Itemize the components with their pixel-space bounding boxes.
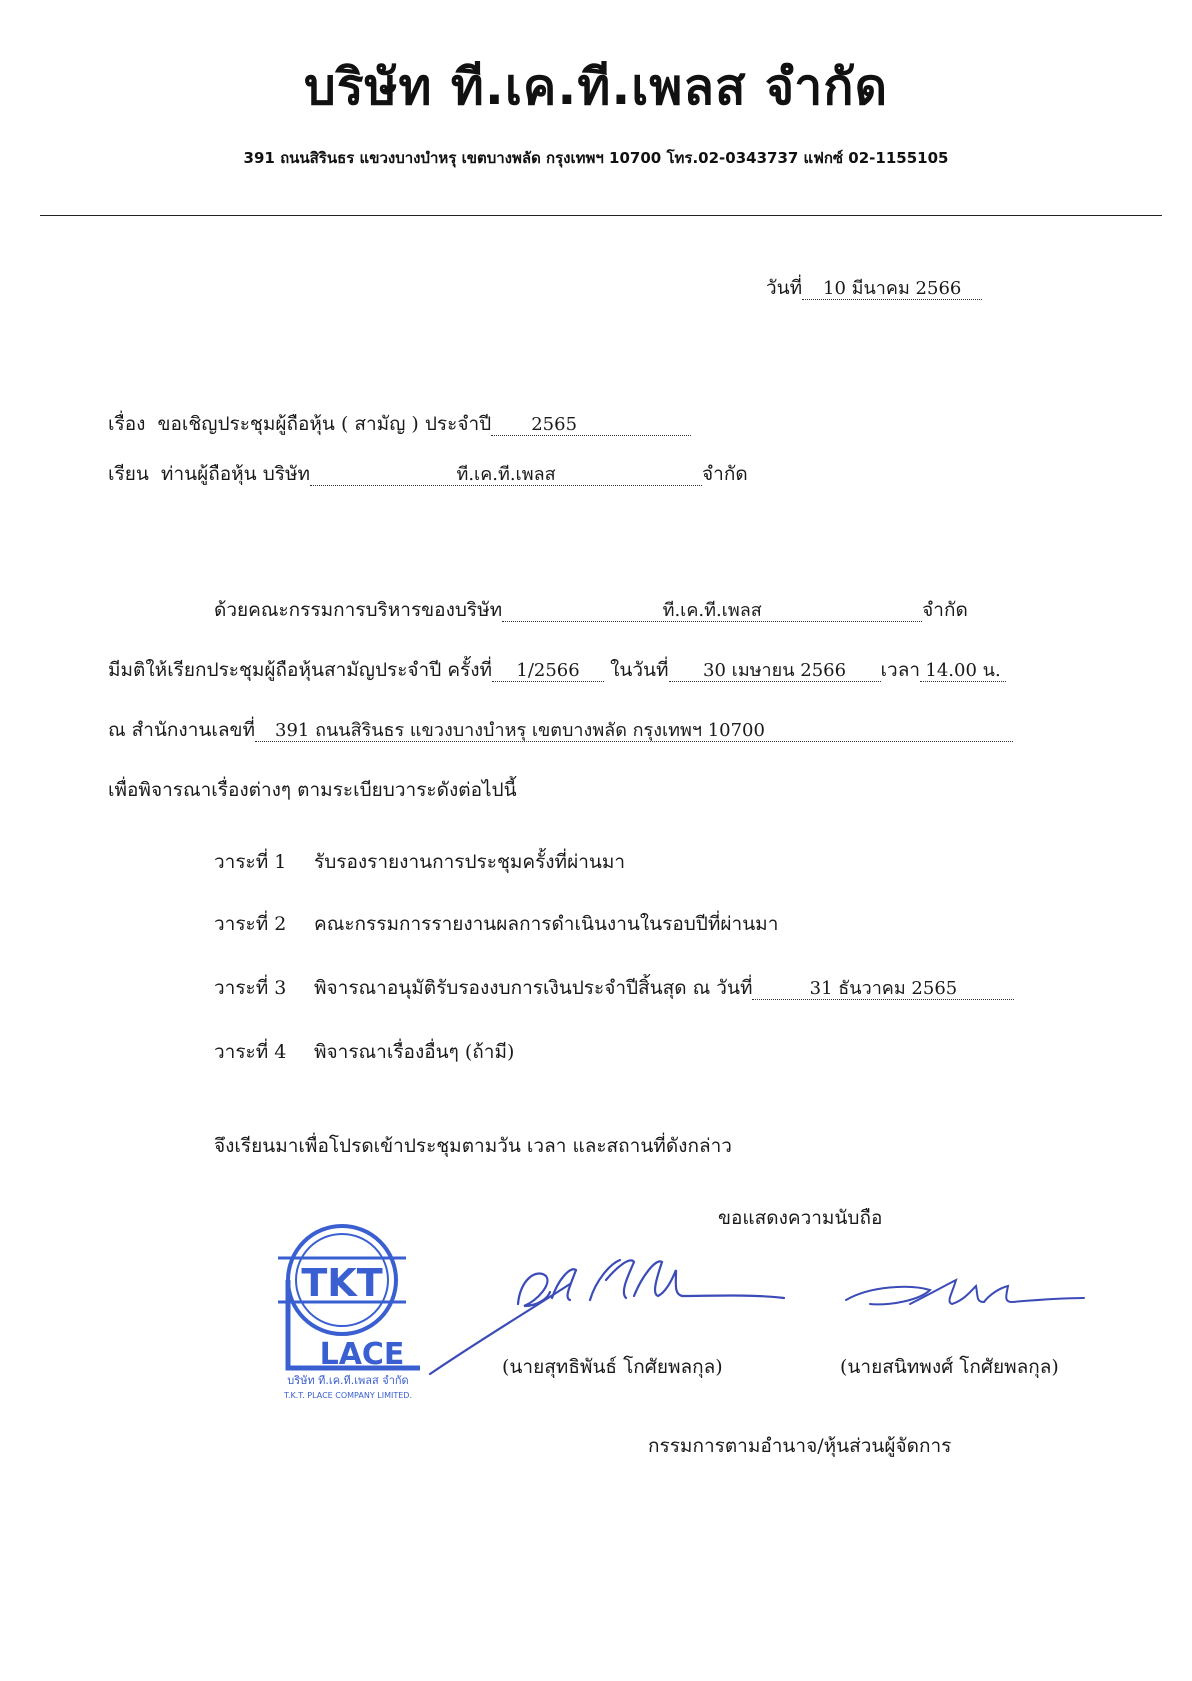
- date-value: 10 มีนาคม 2566: [802, 279, 982, 300]
- agenda-text: คณะกรรมการรายงานผลการดำเนินงานในรอบปีที่ผ่านมา: [314, 913, 779, 935]
- company-stamp: [270, 1218, 420, 1402]
- stamp-tkt-text: TKT: [301, 1261, 383, 1305]
- recipient-text: ท่านผู้ถือหุ้น บริษัท: [160, 463, 311, 485]
- venue-address: 391 ถนนสิรินธร แขวงบางบำหรุ เขตบางพลัด กรุงเทพฯ 10700: [255, 721, 1013, 742]
- meeting-date-label: ในวันที่: [610, 659, 669, 681]
- meeting-time-label: เวลา: [880, 659, 921, 681]
- signer-position: กรรมการตามอำนาจ/หุ้นส่วนผู้จัดการ: [648, 1435, 952, 1457]
- body-company: ที.เค.ที.เพลส: [502, 601, 922, 622]
- signer-2-name: (นายสนิทพงศ์ โกศัยพลกุล): [840, 1356, 1059, 1378]
- meeting-date: 30 เมษายน 2566: [669, 661, 881, 682]
- agenda-item: [214, 912, 778, 936]
- body-line-4: เพื่อพิจารณาเรื่องต่างๆ ตามระเบียบวาระดังต่อไปนี้: [108, 779, 517, 801]
- company-address: 391 ถนนสิรินธร แขวงบางบำหรุ เขตบางพลัด กรุงเทพฯ 10700 โทร.02-0343737 แฟกซ์ 02-1155105: [243, 149, 949, 167]
- subject-year: 2565: [491, 415, 691, 436]
- meeting-number: 1/2566: [492, 661, 604, 682]
- subject-label: เรื่อง: [108, 413, 146, 435]
- recipient-label: เรียน: [108, 463, 149, 485]
- recipient-suffix: จำกัด: [702, 463, 748, 485]
- tkt-place-logo-icon: [270, 1218, 420, 1402]
- header-divider: [40, 215, 1162, 216]
- agenda-value: 31 ธันวาคม 2565: [752, 979, 1014, 1000]
- recipient-line: [108, 462, 748, 486]
- subject-text: ขอเชิญประชุมผู้ถือหุ้น ( สามัญ ) ประจำปี: [157, 413, 492, 435]
- agenda-text: พิจารณาอนุมัติรับรองงบการเงินประจำปีสิ้นสุด ณ วันที่: [314, 977, 753, 999]
- signer-1-name: (นายสุทธิพันธ์ โกศัยพลกุล): [502, 1356, 723, 1378]
- body-line-1: [214, 598, 968, 622]
- subject-line: [108, 412, 691, 436]
- agenda-text: รับรองรายงานการประชุมครั้งที่ผ่านมา: [314, 851, 626, 873]
- venue-label: ณ สำนักงานเลขที่: [108, 719, 256, 741]
- date-label: วันที่: [766, 277, 803, 299]
- body-line-2: [108, 658, 1006, 682]
- stamp-english-line: T.K.T. PLACE COMPANY LIMITED.: [284, 1391, 412, 1400]
- body-line-3: [108, 718, 1013, 742]
- agenda-label: วาระที่ 1: [214, 851, 287, 873]
- company-name: บริษัท ที.เค.ที.เพลส จำกัด: [303, 58, 889, 116]
- closing-invitation: จึงเรียนมาเพื่อโปรดเข้าประชุมตามวัน เวลา และสถานที่ดังกล่าว: [214, 1135, 732, 1157]
- meeting-time: 14.00 น.: [920, 661, 1006, 682]
- date-line: [766, 276, 982, 300]
- agenda-label: วาระที่ 3: [214, 977, 287, 999]
- agenda-label: วาระที่ 4: [214, 1041, 287, 1063]
- body-line-1-suffix: จำกัด: [922, 599, 968, 621]
- body-line-2-prefix: มีมติให้เรียกประชุมผู้ถือหุ้นสามัญประจำปี ครั้งที่: [108, 659, 493, 681]
- agenda-item: [214, 976, 1014, 1000]
- agenda-text: พิจารณาเรื่องอื่นๆ (ถ้ามี): [314, 1041, 515, 1063]
- body-line-1-prefix: ด้วยคณะกรรมการบริหารของบริษัท: [214, 599, 503, 621]
- stamp-thai-line: บริษัท ที.เค.ที.เพลส จำกัด: [287, 1374, 409, 1387]
- agenda-label: วาระที่ 2: [214, 913, 287, 935]
- agenda-item: [214, 850, 625, 874]
- agenda-item: [214, 1040, 514, 1064]
- signature-2: [840, 1266, 1090, 1336]
- stamp-lace-text: LACE: [319, 1337, 405, 1372]
- recipient-company: ที.เค.ที.เพลส: [310, 465, 702, 486]
- closing-regards: ขอแสดงความนับถือ: [718, 1207, 883, 1229]
